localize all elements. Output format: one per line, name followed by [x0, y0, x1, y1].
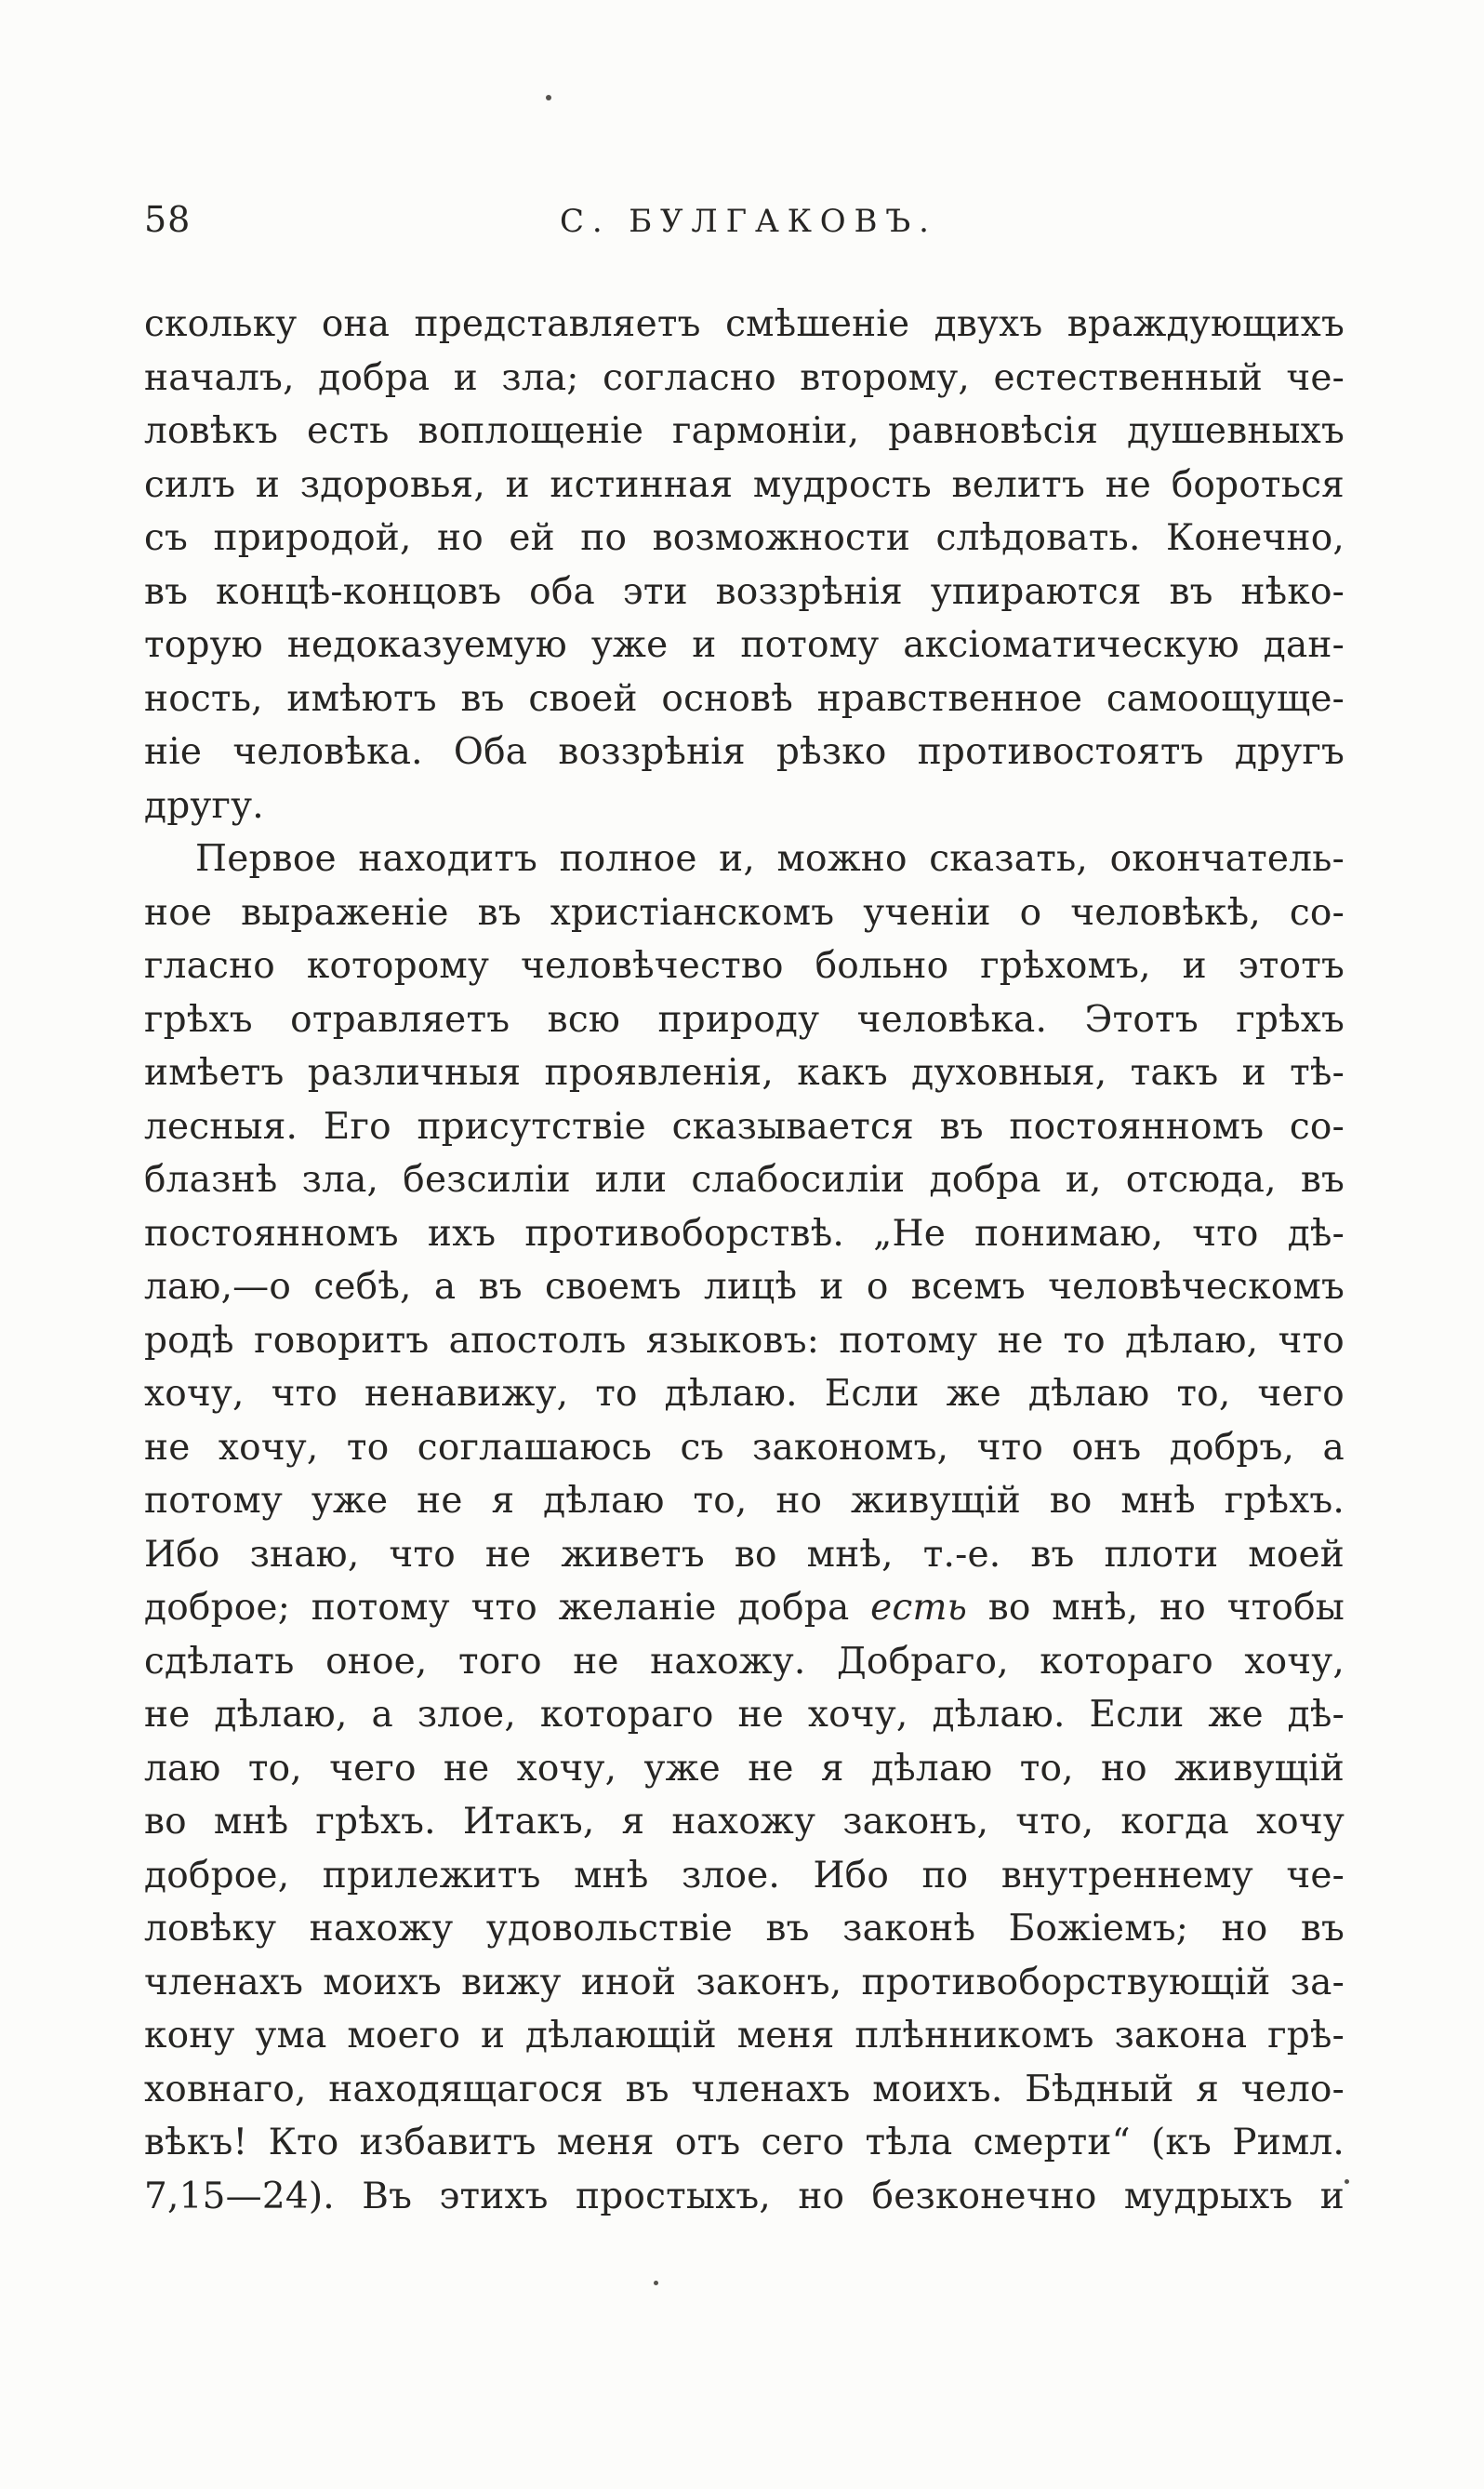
text-line: членахъ моихъ вижу иной законъ, противоборствующій за- [144, 1961, 1345, 2003]
text-line: не дѣлаю, а злое, котораго не хочу, дѣлаю. Если же дѣ- [144, 1694, 1345, 1736]
text-line: скольку она представляетъ смѣшеніе двухъ враждующихъ [144, 303, 1345, 345]
text-line: гласно которому человѣчество больно грѣхомъ, и этотъ [144, 945, 1345, 987]
text-line: ность, имѣютъ въ своей основѣ нравственное самоощуще- [144, 677, 1345, 720]
text-line: ніе человѣка. Оба воззрѣнія рѣзко противостоятъ другъ [144, 731, 1345, 773]
text-line: Ибо знаю, что не живетъ во мнѣ, т.-е. въ плоти моей [144, 1533, 1345, 1576]
page-header [144, 199, 1345, 240]
text-line: лаю,—о себѣ, а въ своемъ лицѣ и о всемъ человѣческомъ [144, 1266, 1345, 1308]
line-part: доброе; потому что желаніе добра [144, 1587, 850, 1629]
text-line: другу. [144, 784, 264, 827]
page-text [144, 298, 1345, 2223]
text-line: торую недоказуемую уже и потому аксіоматическую дан- [144, 624, 1345, 666]
text-line: во мнѣ грѣхъ. Итакъ, я нахожу законъ, что, когда хочу [144, 1801, 1345, 1843]
text-line: сдѣлать оное, того не нахожу. Добраго, котораго хочу, [144, 1640, 1345, 1683]
text-line: началъ, добра и зла; согласно второму, естественный че- [144, 356, 1345, 399]
text-line: потому уже не я дѣлаю то, но живущій во мнѣ грѣхъ. [144, 1480, 1345, 1522]
text-line: силъ и здоровья, и истинная мудрость велитъ не бороться [144, 463, 1345, 506]
text-line: кону ума моего и дѣлающій меня плѣнникомъ закона грѣ- [144, 2015, 1345, 2056]
text-line: ховнаго, находящагося въ членахъ моихъ. Бѣдный я чело- [144, 2068, 1345, 2110]
text-line: ловѣку нахожу удовольствіе въ законѣ Божіемъ; но въ [144, 1908, 1345, 1950]
text-line: ное выраженіе въ христіанскомъ ученіи о человѣкѣ, со- [144, 891, 1345, 934]
paragraph-2 [144, 832, 1345, 2223]
text-line: въ концѣ-концовъ оба эти воззрѣнія упираются въ нѣко- [144, 570, 1345, 613]
running-title: С. БУЛГАКОВЪ. [560, 203, 937, 240]
text-line: постоянномъ ихъ противоборствѣ. „Не понимаю, что дѣ- [144, 1212, 1345, 1255]
page-number: 58 [144, 199, 192, 240]
text-line: родѣ говоритъ апостолъ языковъ: потому не то дѣлаю, что [144, 1319, 1345, 1362]
text-line: ловѣкъ есть воплощеніе гармоніи, равновѣсія душевныхъ [144, 410, 1345, 452]
text-line: 7,15—24). Въ этихъ простыхъ, но безконечно мудрыхъ и [144, 2175, 1345, 2217]
text-line: доброе, прилежитъ мнѣ злое. Ибо по внутреннему че- [144, 1854, 1345, 1897]
ink-speck [546, 95, 551, 100]
text-line: блазнѣ зла, безсиліи или слабосиліи добра и, отсюда, въ [144, 1159, 1345, 1201]
paragraph-1 [144, 298, 1345, 832]
text-line: вѣкъ! Кто избавитъ меня отъ сего тѣла смерти“ (къ Римл. [144, 2122, 1345, 2163]
ink-speck [654, 2281, 658, 2285]
line-part: во мнѣ, но чтобы [987, 1587, 1345, 1629]
text-line: съ природой, но ей по возможности слѣдовать. Конечно, [144, 517, 1345, 559]
text-line: грѣхъ отравляетъ всю природу человѣка. Этотъ грѣхъ [144, 998, 1345, 1041]
text-line: лесныя. Его присутствіе сказывается въ постоянномъ со- [144, 1105, 1345, 1148]
text-line: лаю то, чего не хочу, уже не я дѣлаю то, но живущій [144, 1747, 1345, 1790]
ink-speck [1345, 2179, 1349, 2184]
emphasized-word: есть [870, 1587, 968, 1629]
text-line-with-emphasis [144, 1581, 1345, 1635]
text-line: имѣетъ различныя проявленія, какъ духовныя, такъ и тѣ- [144, 1052, 1345, 1094]
text-line: не хочу, то соглашаюсь съ закономъ, что онъ добръ, а [144, 1426, 1345, 1469]
text-line: хочу, что ненавижу, то дѣлаю. Если же дѣлаю то, чего [144, 1373, 1345, 1415]
text-line: Первое находитъ полное и, можно сказать, окончатель- [195, 838, 1345, 880]
